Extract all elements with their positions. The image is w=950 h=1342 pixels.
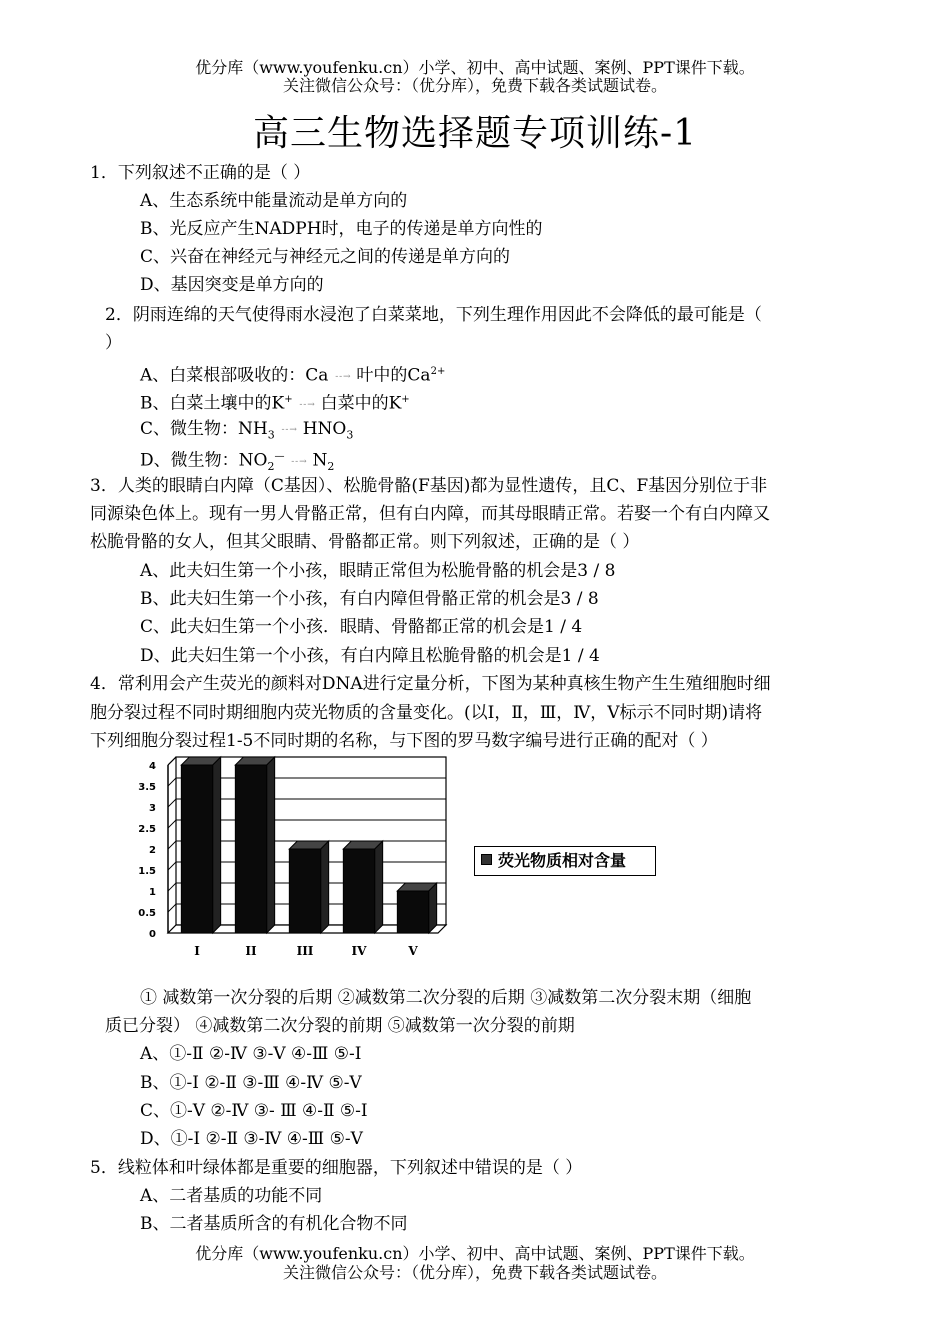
bar — [181, 765, 212, 933]
q2-a-sup: 2+ — [430, 366, 446, 377]
q2-d-sub: 2 — [267, 460, 275, 474]
q3-stem-line-1: 3．人类的眼睛白内障（C基因）、松脆骨骼(F基因)都为显性遗传，且C、F基因分别位于非 — [90, 476, 768, 496]
q4-option-b: B、①-Ⅰ ②-Ⅱ ③-Ⅲ ④-Ⅳ ⑤-Ⅴ — [140, 1073, 362, 1093]
arrow-icon: - - → — [291, 456, 306, 467]
bar — [343, 849, 374, 933]
q2-c-text-2: HNO — [302, 419, 347, 439]
q3-option-d: D、此夫妇生第一个小孩，有白内障且松脆骨骼的机会是1 / 4 — [140, 646, 600, 666]
page-title: 高三生物选择题专项训练-1 — [252, 113, 698, 154]
q2-d-text: D、微生物：NO — [140, 450, 268, 471]
fluorescence-bar-chart — [130, 755, 450, 965]
y-tick-label: 2 — [149, 845, 156, 856]
q1-option-b: B、光反应产生NADPH时，电子的传递是单方向性的 — [140, 219, 543, 239]
q2-d-sup: — — [274, 451, 285, 462]
q2-option-d — [140, 446, 334, 478]
q2-d-sub-2: 2 — [327, 460, 335, 474]
y-tick-label: 0.5 — [138, 908, 156, 919]
q2-a-text: A、白菜根部吸收的：Ca — [140, 365, 329, 386]
q2-b-sup-2: + — [401, 394, 410, 405]
gridline-diagonal — [168, 820, 176, 828]
arrow-icon: - - → — [335, 371, 350, 382]
q2-b-sup: + — [284, 394, 293, 405]
q5-option-b: B、二者基质所含的有机化合物不同 — [140, 1214, 408, 1234]
gridline-diagonal — [168, 904, 176, 912]
header-line-2: 关注微信公众号：（优分库），免费下载各类试题试卷。 — [282, 76, 667, 95]
axis-corner — [168, 757, 176, 765]
chart-plot-area — [138, 757, 446, 958]
footer-line-2: 关注微信公众号：（优分库），免费下载各类试题试卷。 — [282, 1263, 667, 1282]
arrow-icon: - - → — [281, 425, 296, 435]
bar — [289, 849, 320, 933]
q2-c-text: C、微生物：NH — [140, 419, 268, 439]
q1-option-a: A、生态系统中能量流动是单方向的 — [140, 191, 408, 211]
y-tick-label: 3 — [149, 803, 156, 814]
y-tick-label: 3.5 — [138, 782, 156, 793]
gridline-diagonal — [168, 862, 176, 870]
gridline-diagonal — [168, 799, 176, 807]
gridline-diagonal — [168, 778, 176, 786]
q2-stem-line-2: ） — [105, 333, 122, 353]
x-tick-label: II — [245, 944, 257, 958]
y-tick-label: 1 — [149, 887, 156, 898]
q1-stem: 1．下列叙述不正确的是（ ） — [90, 163, 311, 183]
bar — [397, 891, 428, 933]
q3-option-b: B、此夫妇生第一个小孩，有白内障但骨骼正常的机会是3 / 8 — [140, 589, 599, 609]
y-tick-label: 1.5 — [138, 866, 156, 877]
q2-a-text-2: 叶中的Ca — [356, 365, 431, 386]
q2-c-sub-2: 3 — [346, 428, 354, 442]
q2-b-text: B、白菜土壤中的K — [140, 393, 285, 414]
bar-side — [375, 841, 383, 933]
x-tick-label: IV — [351, 944, 367, 958]
x-tick-label: V — [408, 944, 418, 958]
q5-stem: 5．线粒体和叶绿体都是重要的细胞器，下列叙述中错误的是（ ） — [90, 1158, 583, 1178]
y-tick-label: 0 — [149, 929, 156, 940]
q1-option-c: C、兴奋在神经元与神经元之间的传递是单方向的 — [140, 247, 511, 267]
chart-legend — [474, 846, 656, 876]
q4-phases-line-2: 质已分裂） ④减数第二次分裂的前期 ⑤减数第一次分裂的前期 — [105, 1016, 575, 1036]
q2-option-b — [140, 389, 410, 416]
bar-side — [213, 757, 221, 933]
q2-b-text-2: 白菜中的K — [320, 393, 402, 414]
bar — [235, 765, 266, 933]
arrow-icon: - - → — [299, 399, 314, 410]
q3-stem-line-3: 松脆骨骼的女人，但其父眼睛、骨骼都正常。则下列叙述，正确的是（ ） — [90, 532, 640, 552]
legend-swatch-icon — [481, 854, 492, 865]
q3-option-a: A、此夫妇生第一个小孩，眼睛正常但为松脆骨骼的机会是3 / 8 — [140, 561, 616, 581]
bar-side — [267, 757, 275, 933]
legend-label: 荧光物质相对含量 — [498, 851, 627, 870]
header-line-1: 优分库（www.youfenku.cn）小学、初中、高中试题、案例、PPT课件下载。 — [195, 58, 755, 77]
q4-stem-line-3: 下列细胞分裂过程1-5不同时期的名称，与下图的罗马数字编号进行正确的配对（ ） — [90, 731, 718, 751]
y-tick-label: 2.5 — [138, 824, 156, 835]
x-tick-label: I — [194, 944, 200, 958]
q4-stem-line-1: 4．常利用会产生荧光的颜料对DNA进行定量分析，下图为某种真核生物产生生殖细胞时细 — [90, 674, 771, 694]
gridline-diagonal — [168, 841, 176, 849]
gridline-diagonal — [168, 883, 176, 891]
q4-option-a: A、①-Ⅱ ②-Ⅳ ③-Ⅴ ④-Ⅲ ⑤-Ⅰ — [140, 1044, 362, 1064]
q2-d-text-2: N — [312, 450, 328, 471]
q4-option-d: D、①-Ⅰ ②-Ⅱ ③-Ⅳ ④-Ⅲ ⑤-Ⅴ — [140, 1129, 363, 1149]
q4-phases-line-1: ① 减数第一次分裂的后期 ②减数第二次分裂的后期 ③减数第二次分裂末期（细胞 — [140, 988, 752, 1008]
bar-side — [321, 841, 329, 933]
q2-stem-line-1: 2．阴雨连绵的天气使得雨水浸泡了白菜菜地，下列生理作用因此不会降低的最可能是（ — [105, 305, 762, 325]
footer-line-1: 优分库（www.youfenku.cn）小学、初中、高中试题、案例、PPT课件下载。 — [195, 1244, 755, 1263]
q2-option-a — [140, 361, 445, 388]
q2-c-sub: 3 — [267, 428, 275, 442]
q5-option-a: A、二者基质的功能不同 — [140, 1186, 323, 1206]
q2-option-c — [140, 418, 353, 446]
q4-option-c: C、①-Ⅴ ②-Ⅳ ③- Ⅲ ④-Ⅱ ⑤-Ⅰ — [140, 1101, 368, 1121]
q4-stem-line-2: 胞分裂过程不同时期细胞内荧光物质的含量变化。(以Ⅰ，Ⅱ，Ⅲ，Ⅳ，Ⅴ标示不同时期)请将 — [90, 703, 763, 723]
y-tick-label: 4 — [149, 761, 156, 772]
q1-option-d: D、基因突变是单方向的 — [140, 275, 324, 295]
q3-stem-line-2: 同源染色体上。现有一男人骨骼正常，但有白内障，而其母眼睛正常。若娶一个有白内障又 — [90, 504, 770, 524]
q3-option-c: C、此夫妇生第一个小孩．眼睛、骨骼都正常的机会是1 / 4 — [140, 617, 583, 637]
x-tick-label: III — [296, 944, 314, 958]
